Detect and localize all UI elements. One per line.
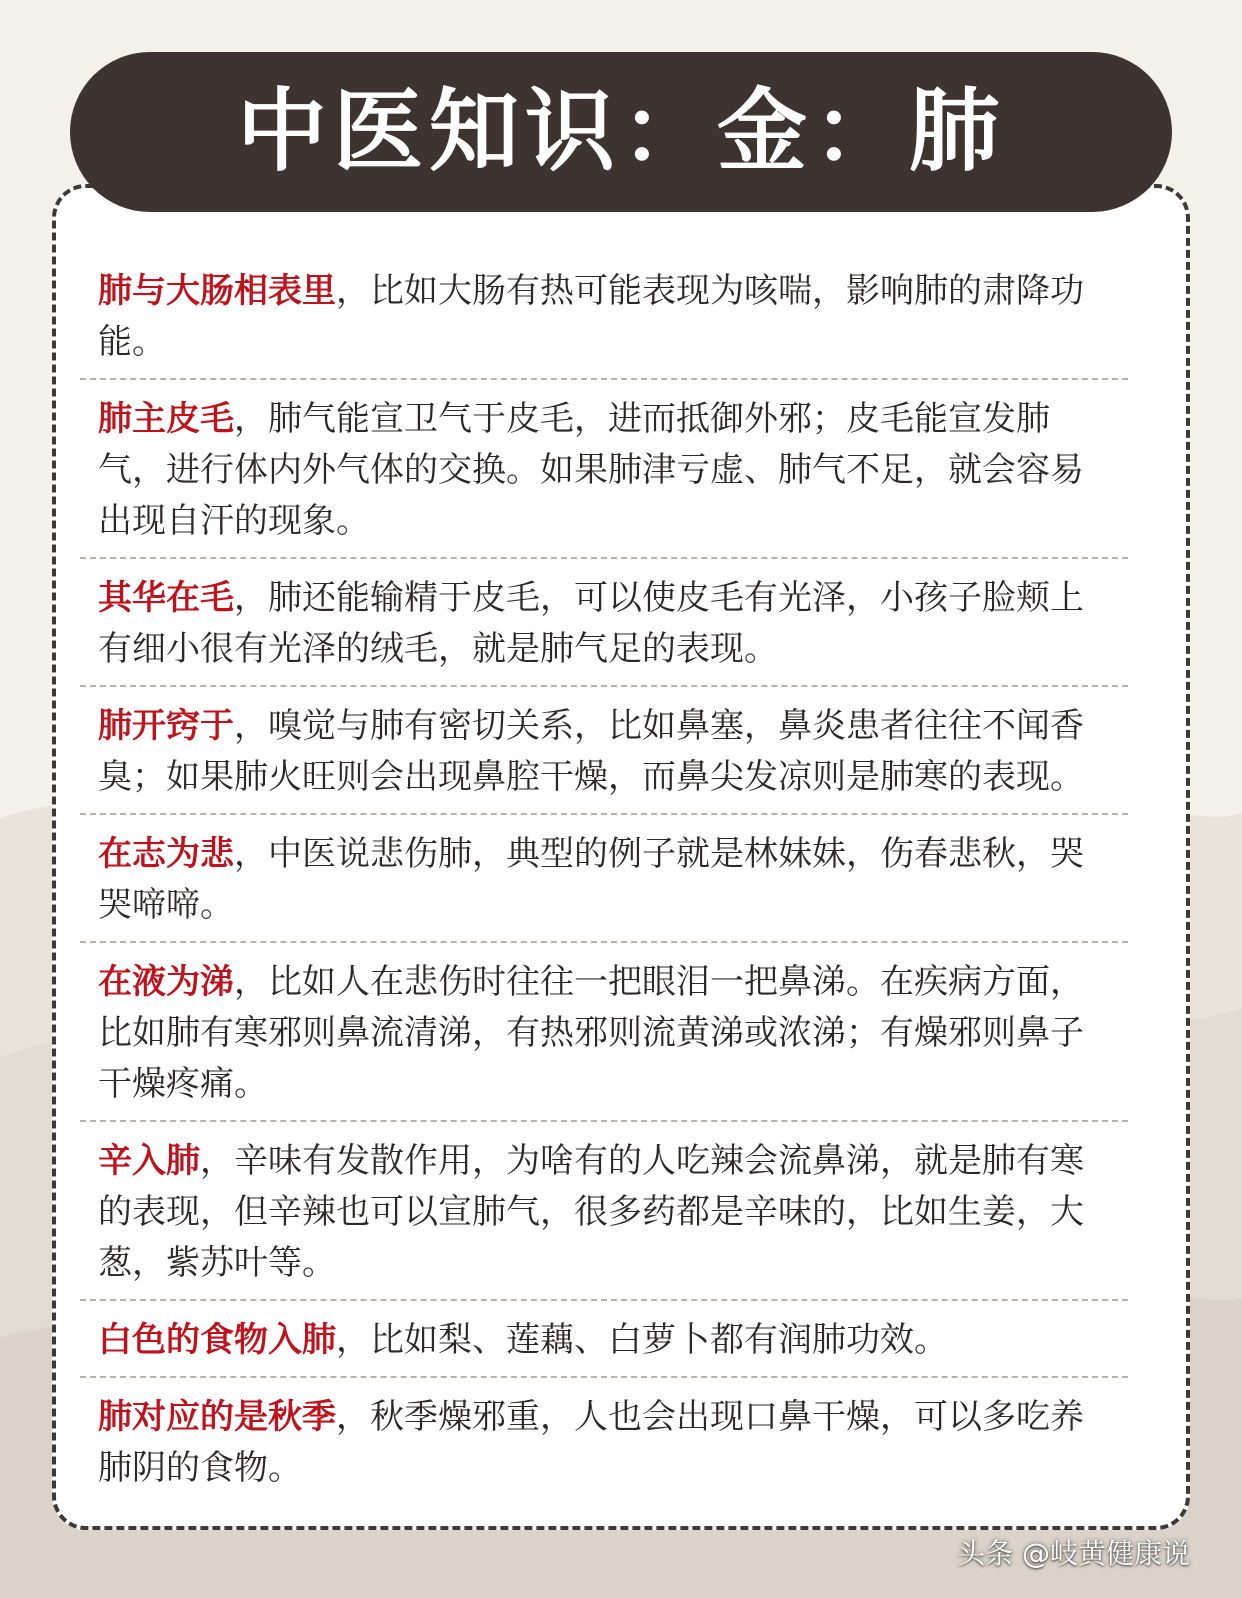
list-item [80,687,1128,815]
item-text: ，中医说悲伤肺，典型的例子就是林妹妹，伤春悲秋，哭哭啼啼。 [98,834,1084,925]
title-banner [70,52,1172,212]
item-keyword: 肺主皮毛 [98,399,234,439]
list-item [80,1122,1128,1301]
item-keyword: 在志为悲 [98,834,234,874]
item-text: ，肺气能宣卫气于皮毛，进而抵御外邪；皮毛能宣发肺气，进行体内外气体的交换。如果肺津亏虚、肺气不足，就会容易出现自汗的现象。 [98,399,1084,541]
item-keyword: 肺开窍于 [98,706,234,746]
item-text: ，肺还能输精于皮毛，可以使皮毛有光泽，小孩子脸颊上有细小很有光泽的绒毛，就是肺气足的表现。 [98,578,1084,669]
item-keyword: 在液为涕 [98,962,234,1002]
item-keyword: 白色的食物入肺 [98,1320,336,1360]
list-item [80,1378,1128,1504]
item-text: ，比如大肠有热可能表现为咳喘，影响肺的肃降功能。 [98,271,1084,362]
item-text: ，比如人在悲伤时往往一把眼泪一把鼻涕。在疾病方面，比如肺有寒邪则鼻流清涕，有热邪则流黄涕或浓涕；有燥邪则鼻子干燥疼痛。 [98,962,1084,1104]
list-item [80,815,1128,943]
list-item [80,559,1128,687]
item-keyword: 肺对应的是秋季 [98,1397,336,1437]
item-keyword: 肺与大肠相表里 [98,271,336,311]
item-keyword: 辛入肺 [98,1141,200,1181]
list-item [80,380,1128,559]
list-item [80,1301,1128,1378]
item-text: ，比如梨、莲藕、白萝卜都有润肺功效。 [336,1320,948,1360]
knowledge-list [80,252,1128,1504]
list-item [80,943,1128,1122]
item-keyword: 其华在毛 [98,578,234,618]
item-text: ，秋季燥邪重，人也会出现口鼻干燥，可以多吃养肺阴的食物。 [98,1397,1084,1488]
item-text: ，嗅觉与肺有密切关系，比如鼻塞，鼻炎患者往往不闻香臭；如果肺火旺则会出现鼻腔干燥，而鼻尖发凉则是肺寒的表现。 [98,706,1084,797]
watermark: 头条 @岐黄健康说 [957,1537,1190,1570]
item-text: ，辛味有发散作用，为啥有的人吃辣会流鼻涕，就是肺有寒的表现，但辛辣也可以宣肺气，很多药都是辛味的，比如生姜，大葱，紫苏叶等。 [98,1141,1084,1283]
page-title: 中医知识：金：肺 [237,79,1005,184]
list-item [80,252,1128,380]
